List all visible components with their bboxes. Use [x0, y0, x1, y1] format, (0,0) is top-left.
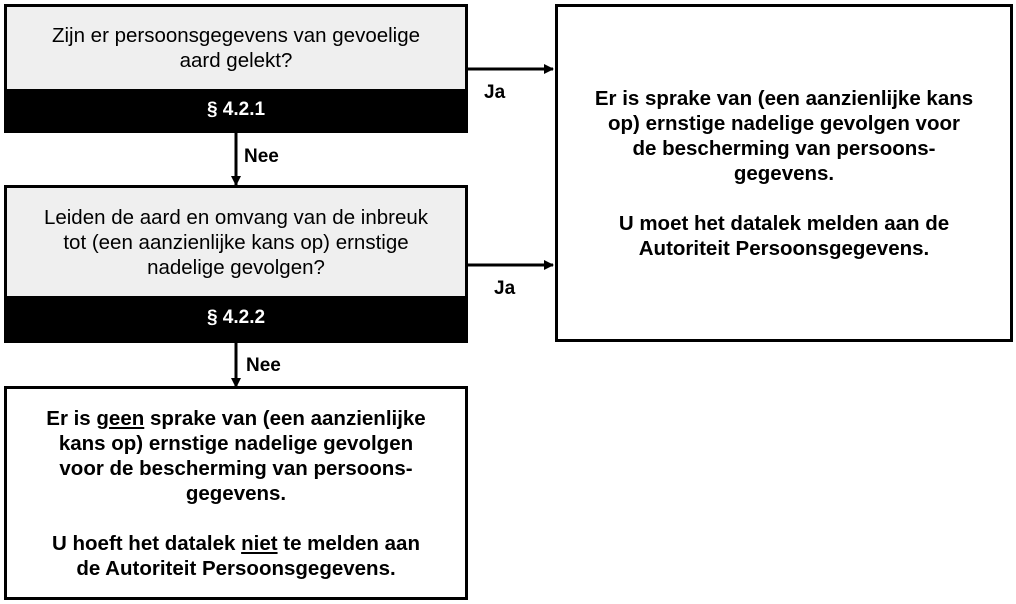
result-box-report [555, 4, 1013, 342]
question-text-1: Zijn er persoonsgegevens van gevoelige aard gelekt? [7, 7, 465, 89]
emphasis-geen: geen [96, 406, 145, 430]
label-q1-yes: Ja [484, 82, 506, 103]
instruction-prefix: U hoeft het datalek [52, 531, 242, 555]
label-q2-no: Nee [246, 355, 281, 376]
result-no-report-instruction [52, 531, 420, 581]
result-no-report-statement [46, 406, 425, 506]
emphasis-niet: niet [241, 531, 278, 555]
result-report-instruction: U moet het datalek melden aan de Autoriteit Persoonsgegevens. [618, 211, 950, 260]
question-box-2 [4, 185, 468, 343]
result-box-no-report [4, 386, 468, 600]
result-report-statement: Er is sprake van (een aanzienlijke kans op) ernstige nadelige gevolgen voor de bescherming van persoons- gegevens. [594, 86, 974, 185]
label-q1-no: Nee [244, 146, 279, 167]
question-text-2: Leiden de aard en omvang van de inbreuk tot (een aanzienlijke kans op) ernstige nadelige gevolgen? [7, 188, 465, 296]
statement-prefix: Er is [46, 406, 97, 430]
instruction-rest: te melden aan de Autoriteit Persoonsgegevens. [76, 531, 420, 580]
label-q2-yes: Ja [494, 278, 516, 299]
statement-rest: sprake van (een aanzienlijke kans op) ernstige nadelige gevolgen voor de bescherming van persoons- gegevens. [58, 406, 426, 505]
section-ref-2: § 4.2.2 [7, 296, 465, 340]
section-ref-1: § 4.2.1 [7, 89, 465, 130]
question-box-1 [4, 4, 468, 133]
